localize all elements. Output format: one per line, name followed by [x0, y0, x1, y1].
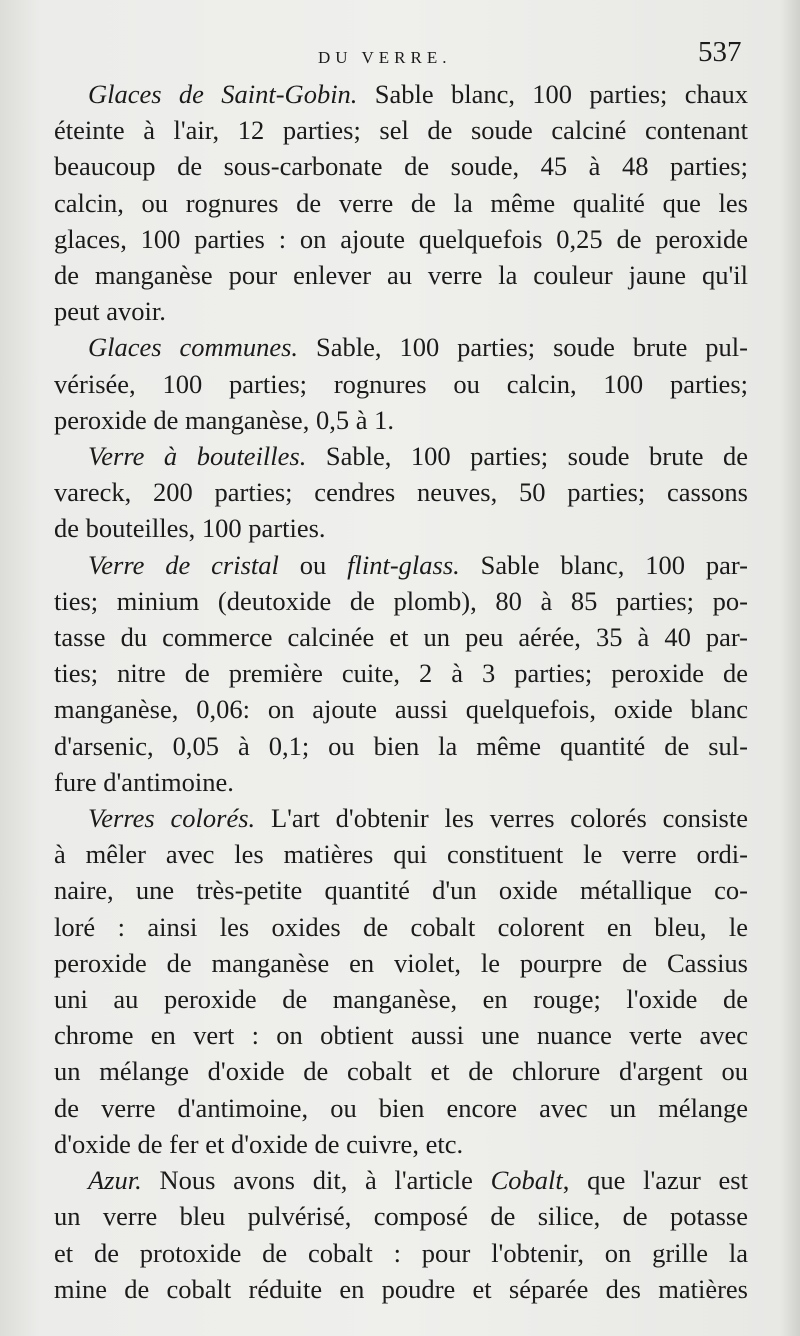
text-line: naire, une très-petite quantité d'un oxide métallique co- — [54, 875, 748, 906]
text-line: et de protoxide de cobalt : pour l'obtenir, on grille la — [54, 1237, 748, 1268]
text-line: glaces, 100 parties : on ajoute quelquefois 0,25 de peroxide — [54, 223, 748, 254]
text-line: peroxide de manganèse en violet, le pourpre de Cassius — [54, 947, 748, 978]
text-line: Verre à bouteilles. Sable, 100 parties; soude brute de — [88, 441, 748, 472]
text-line: peroxide de manganèse, 0,5 à 1. — [54, 404, 394, 435]
page-number: 537 — [698, 36, 742, 68]
paragraph-title: Verre à bouteilles. — [88, 441, 307, 472]
running-head: DU VERRE. — [318, 48, 452, 67]
cross-reference: Cobalt — [490, 1165, 563, 1196]
text-line: Azur. Nous avons dit, à l'article Cobalt, que l'azur est — [88, 1165, 748, 1196]
paragraph-title: Verre de cristal — [88, 549, 279, 580]
paragraph-title: Verres colorés. — [88, 803, 256, 834]
paragraph-title: Glaces de Saint-Gobin. — [88, 79, 358, 109]
paragraph-glaces-communes — [54, 329, 748, 438]
text-line: à mêler avec les matières qui constituent le verre ordi- — [54, 839, 748, 870]
text-line: uni au peroxide de manganèse, en rouge; l'oxide de — [54, 984, 748, 1015]
paragraph-title: Azur. — [88, 1165, 142, 1196]
text-line: vareck, 200 parties; cendres neuves, 50 parties; cassons — [54, 477, 748, 508]
text-line: Verres colorés. L'art d'obtenir les verres colorés consiste — [88, 803, 748, 834]
text-line: ties; nitre de première cuite, 2 à 3 parties; peroxide de — [54, 658, 748, 689]
text-line: chrome en vert : on obtient aussi une nuance verte avec — [54, 1020, 748, 1051]
text-line: d'arsenic, 0,05 à 0,1; ou bien la même quantité de sul- — [54, 730, 748, 761]
paragraph-azur — [54, 1162, 748, 1307]
text-line: ties; minium (deutoxide de plomb), 80 à 85 parties; po- — [54, 585, 748, 616]
text-line: peut avoir. — [54, 296, 166, 327]
paragraph-verre-de-cristal — [54, 547, 748, 800]
text-line: de manganèse pour enlever au verre la couleur jaune qu'il — [54, 260, 748, 291]
text-line: vérisée, 100 parties; rognures ou calcin, 100 parties; — [54, 368, 748, 399]
body-text — [54, 76, 748, 1307]
text-line: beaucoup de sous-carbonate de soude, 45 à 48 parties; — [54, 151, 748, 182]
paragraph-title: Glaces communes. — [88, 332, 299, 363]
text-line: de verre d'antimoine, ou bien encore avec un mélange — [54, 1092, 748, 1123]
text-line: éteinte à l'air, 12 parties; sel de soude calciné contenant — [54, 115, 748, 146]
text-line: un verre bleu pulvérisé, composé de silice, de potasse — [54, 1201, 748, 1232]
text-line: manganèse, 0,06: on ajoute aussi quelquefois, oxide blanc — [54, 694, 748, 725]
text-line: Glaces de Saint-Gobin. Sable blanc, 100 parties; chaux — [88, 79, 748, 109]
text-line: de bouteilles, 100 parties. — [54, 513, 326, 544]
text-line: calcin, ou rognures de verre de la même qualité que les — [54, 187, 748, 218]
text-line: loré : ainsi les oxides de cobalt colorent en bleu, le — [54, 911, 748, 942]
text-line: Verre de cristal ou flint-glass. Sable blanc, 100 par- — [88, 549, 748, 580]
text-line: d'oxide de fer et d'oxide de cuivre, etc. — [54, 1128, 464, 1159]
text-line: Glaces communes. Sable, 100 parties; soude brute pul- — [88, 332, 748, 363]
paragraph-verres-colores — [54, 800, 748, 1162]
paragraph-verre-a-bouteilles — [54, 438, 748, 547]
text-line: mine de cobalt réduite en poudre et séparée des matières — [54, 1273, 748, 1304]
text-line: fure d'antimoine. — [54, 766, 234, 797]
paragraph-glaces-saint-gobin — [54, 76, 748, 329]
text-line: un mélange d'oxide de cobalt et de chlorure d'argent ou — [54, 1056, 748, 1087]
paragraph-title-secondary: flint-glass. — [347, 549, 460, 580]
text-line: tasse du commerce calcinée et un peu aérée, 35 à 40 par- — [54, 622, 748, 653]
